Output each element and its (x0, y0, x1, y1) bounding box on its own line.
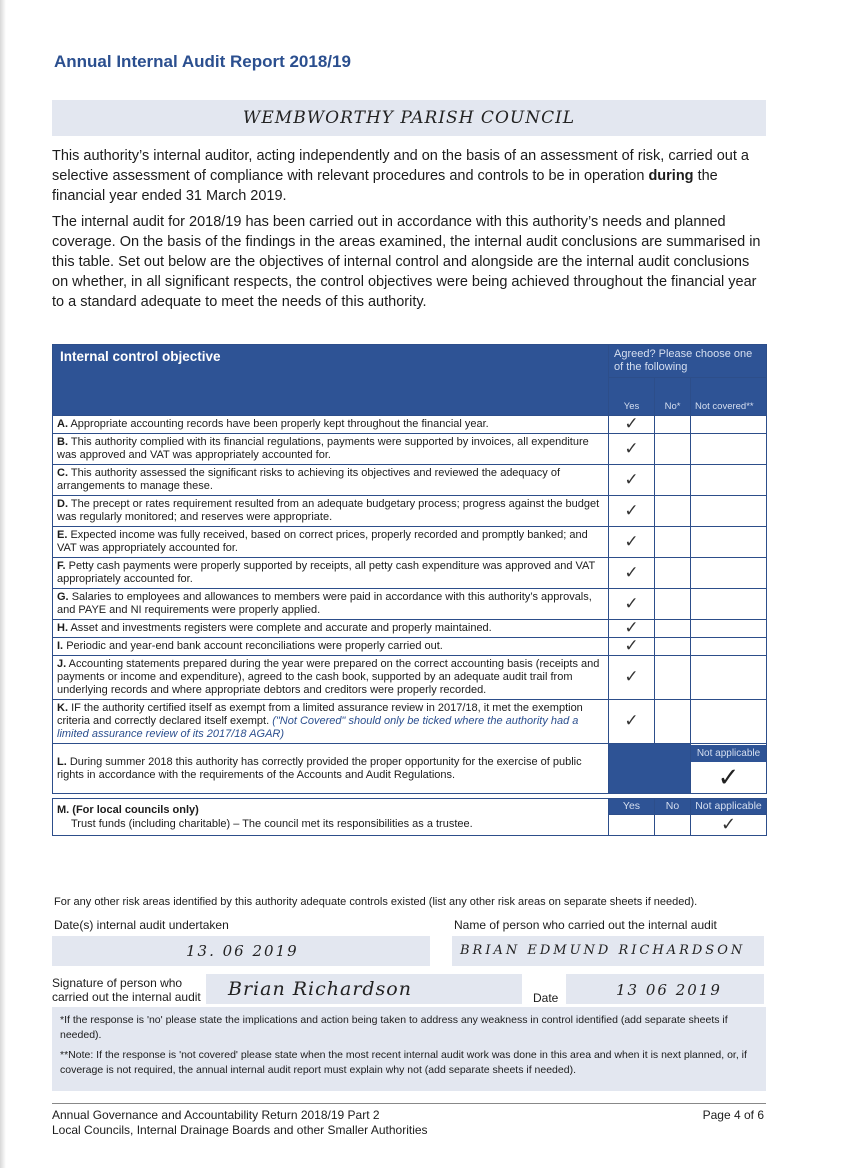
row-l-tick-icon: ✓ (691, 762, 766, 792)
objective-row (53, 558, 767, 589)
row-m-yes-header: Yes (609, 799, 655, 815)
row-m-description: Trust funds (including charitable) – The council met its responsibilities as a trustee. (71, 818, 473, 830)
objective-row (53, 620, 767, 638)
objective-description: Expected income was fully received, based on correct prices, properly recorded and promptly banked; and VAT was appropriately accounted for. (57, 529, 588, 554)
objective-text (53, 700, 609, 744)
tick-icon[interactable]: ✓ (609, 620, 655, 638)
tick-icon[interactable]: ✓ (609, 465, 655, 496)
note-not-covered: **Note: If the response is 'not covered' please state when the most recent internal audit work was done in this area and when it is next planned, or, if coverage is not required, the annual internal audit report must explain why not (add separate sheets if needed). (60, 1049, 747, 1076)
objective-letter: H. (57, 622, 68, 634)
row-m-heading: (For local councils only) (72, 804, 199, 816)
no-cell[interactable] (655, 527, 691, 558)
objective-text (53, 465, 609, 496)
objective-rows (53, 416, 767, 836)
no-cell[interactable] (655, 434, 691, 465)
date-label: Date (533, 991, 559, 1005)
row-l-description: During summer 2018 this authority has correctly provided the proper opportunity for the exercise of public rights in accordance with the requirements of the Accounts and Audit Regulations. (57, 755, 582, 781)
not-covered-cell[interactable] (691, 638, 767, 656)
not-covered-cell[interactable] (691, 465, 767, 496)
auditor-name-value: BRIAN EDMUND RICHARDSON (460, 943, 746, 958)
no-cell[interactable] (655, 700, 691, 744)
objective-text (53, 638, 609, 656)
objective-letter: K. (57, 702, 68, 714)
other-risk-note: For any other risk areas identified by this authority adequate controls existed (list any other risk areas on separate sheets if needed). (54, 896, 698, 908)
not-covered-cell[interactable] (691, 496, 767, 527)
objective-text (53, 558, 609, 589)
yes-column-header: Yes (609, 378, 655, 416)
row-m-no-header: No (655, 799, 691, 815)
objective-letter: I. (57, 640, 64, 652)
objective-text (53, 416, 609, 434)
intro-p1-end: the financial year ended 31 March 2019. (52, 168, 718, 204)
objective-letter: B. (57, 436, 68, 448)
objective-row (53, 700, 767, 744)
objective-description: Petty cash payments were properly supported by receipts, all petty cash expenditure was approved and VAT appropriately accounted for. (57, 560, 596, 585)
not-covered-cell[interactable] (691, 558, 767, 589)
signature-label: Signature of person who carried out the internal audit (52, 976, 201, 1004)
objective-note: ("Not Covered" should only be ticked where the authority had a limited assurance review of its 2017/18 AGAR) (57, 715, 579, 740)
tick-icon[interactable]: ✓ (609, 527, 655, 558)
date-value: 13 06 2019 (616, 981, 722, 999)
intro-paragraph-1 (52, 146, 764, 206)
internal-control-table (52, 344, 767, 836)
tick-icon[interactable]: ✓ (609, 496, 655, 527)
signature-value: Brian Richardson (228, 978, 412, 1000)
objective-row-m (53, 799, 767, 815)
tick-icon[interactable]: ✓ (609, 558, 655, 589)
not-covered-column-header: Not covered** (691, 378, 767, 416)
objective-letter: A. (57, 418, 68, 430)
notes-box (52, 1007, 766, 1091)
no-cell[interactable] (655, 589, 691, 620)
no-cell[interactable] (655, 496, 691, 527)
signature-field[interactable] (206, 974, 522, 1004)
objective-row (53, 465, 767, 496)
footer-rule (52, 1103, 766, 1104)
row-l-disabled-cells (609, 744, 691, 794)
row-m-yes-cell[interactable] (609, 815, 655, 836)
objective-text (53, 589, 609, 620)
not-covered-cell[interactable] (691, 527, 767, 558)
objective-text (53, 656, 609, 700)
objective-header: Internal control objective (53, 345, 609, 416)
objective-row (53, 589, 767, 620)
no-cell[interactable] (655, 638, 691, 656)
objective-letter: F. (57, 560, 66, 572)
not-covered-cell[interactable] (691, 589, 767, 620)
objective-row (53, 416, 767, 434)
no-column-header: No* (655, 378, 691, 416)
auditor-name-label: Name of person who carried out the internal audit (454, 918, 717, 932)
not-covered-cell[interactable] (691, 656, 767, 700)
objective-description: Appropriate accounting records have been properly kept throughout the financial year. (70, 418, 489, 430)
objective-row (53, 527, 767, 558)
dates-value: 13. 06 2019 (186, 942, 299, 960)
objective-row (53, 638, 767, 656)
tick-icon[interactable]: ✓ (609, 416, 655, 434)
not-covered-cell[interactable] (691, 434, 767, 465)
agreed-header: Agreed? Please choose one of the following (609, 345, 767, 378)
scan-edge (0, 0, 6, 1168)
objective-row (53, 496, 767, 527)
objective-description: IF the authority certified itself as exempt from a limited assurance review in 2017/18, it met the exemption criteria and correctly declared itself exempt. (57, 702, 583, 727)
date-field[interactable] (566, 974, 764, 1004)
not-covered-cell[interactable] (691, 620, 767, 638)
note-no-response: *If the response is 'no' please state the implications and action being taken to address any weakness in control identified (add separate sheets if needed). (60, 1014, 728, 1041)
council-name: WEMBWORTHY PARISH COUNCIL (242, 108, 576, 128)
not-covered-cell[interactable] (691, 416, 767, 434)
objective-letter: D. (57, 498, 68, 510)
footer-line-1: Annual Governance and Accountability Return 2018/19 Part 2 (52, 1108, 380, 1122)
dates-field[interactable] (52, 936, 430, 966)
objective-description: This authority assessed the significant risks to achieving its objectives and reviewed the adequacy of arrangements to manage these. (57, 467, 561, 492)
auditor-name-field[interactable] (452, 936, 764, 966)
row-l-letter: L. (57, 755, 67, 768)
row-m-no-cell[interactable] (655, 815, 691, 836)
objective-description: Periodic and year-end bank account reconciliations were properly carried out. (66, 640, 443, 652)
tick-icon[interactable]: ✓ (609, 434, 655, 465)
tick-icon[interactable]: ✓ (609, 589, 655, 620)
objective-letter: C. (57, 467, 68, 479)
objective-letter: J. (57, 658, 67, 670)
row-m-na-header: Not applicable (691, 799, 767, 815)
page-title: Annual Internal Audit Report 2018/19 (54, 52, 351, 71)
intro-paragraph-2: The internal audit for 2018/19 has been carried out in accordance with this authority’s needs and planned coverage. On the basis of the findings in the areas examined, the internal audit conclusions are summarised in this table. Set out below are the objectives of internal control and alongside are the internal audit conclusions on whether, in all significant respects, the control objectives were being achieved throughout the financial year to a standard adequate to meet the needs of this authority. (52, 214, 761, 310)
no-cell[interactable] (655, 416, 691, 434)
objective-text (53, 620, 609, 638)
objective-row-l (53, 744, 767, 794)
tick-icon[interactable]: ✓ (609, 638, 655, 656)
tick-icon[interactable]: ✓ (609, 656, 655, 700)
no-cell[interactable] (655, 465, 691, 496)
intro-p1-start: This authority’s internal auditor, acting independently and on the basis of an assessment of risk, carried out a selective assessment of compliance with relevant procedures and controls to be in operation (52, 148, 749, 184)
objective-description: Asset and investments registers were complete and accurate and properly maintained. (70, 622, 492, 634)
dates-label: Date(s) internal audit undertaken (54, 918, 229, 932)
objective-description: Accounting statements prepared during the year were prepared on the correct accounting basis (receipts and payments or income and expenditure), agreed to the cash book, supported by an adequate audit trail from underlying records and where appropriate debtors and creditors were properly recorded. (57, 658, 600, 696)
intro-p1-bold: during (648, 168, 694, 184)
row-m-na-tick-icon[interactable]: ✓ (691, 815, 767, 836)
no-cell[interactable] (655, 620, 691, 638)
footer-left (52, 1108, 428, 1138)
row-m-letter: M. (57, 804, 70, 816)
objective-text (53, 496, 609, 527)
page-number: Page 4 of 6 (702, 1108, 764, 1122)
council-name-field[interactable] (52, 100, 766, 136)
objective-letter: E. (57, 529, 68, 541)
footer-line-2: Local Councils, Internal Drainage Boards and other Smaller Authorities (52, 1123, 428, 1137)
row-l-text (53, 744, 609, 794)
no-cell[interactable] (655, 656, 691, 700)
tick-icon[interactable]: ✓ (609, 700, 655, 744)
not-covered-cell[interactable] (691, 700, 767, 744)
no-cell[interactable] (655, 558, 691, 589)
objective-row (53, 434, 767, 465)
objective-description: This authority complied with its financial regulations, payments were supported by invoices, all expenditure was approved and VAT was appropriately accounted for. (57, 436, 589, 461)
objective-description: Salaries to employees and allowances to members were paid in accordance with this authority’s approvals, and PAYE and NI requirements were properly applied. (57, 591, 592, 616)
row-l-na-cell[interactable] (691, 744, 767, 794)
row-m-text (53, 799, 609, 836)
row-l-na-label: Not applicable (691, 745, 766, 762)
objective-description: The precept or rates requirement resulted from an adequate budgetary process; progress against the budget was regularly monitored; and reserves were appropriate. (57, 498, 600, 523)
objective-text (53, 527, 609, 558)
objective-row (53, 656, 767, 700)
objective-text (53, 434, 609, 465)
objective-letter: G. (57, 591, 69, 603)
